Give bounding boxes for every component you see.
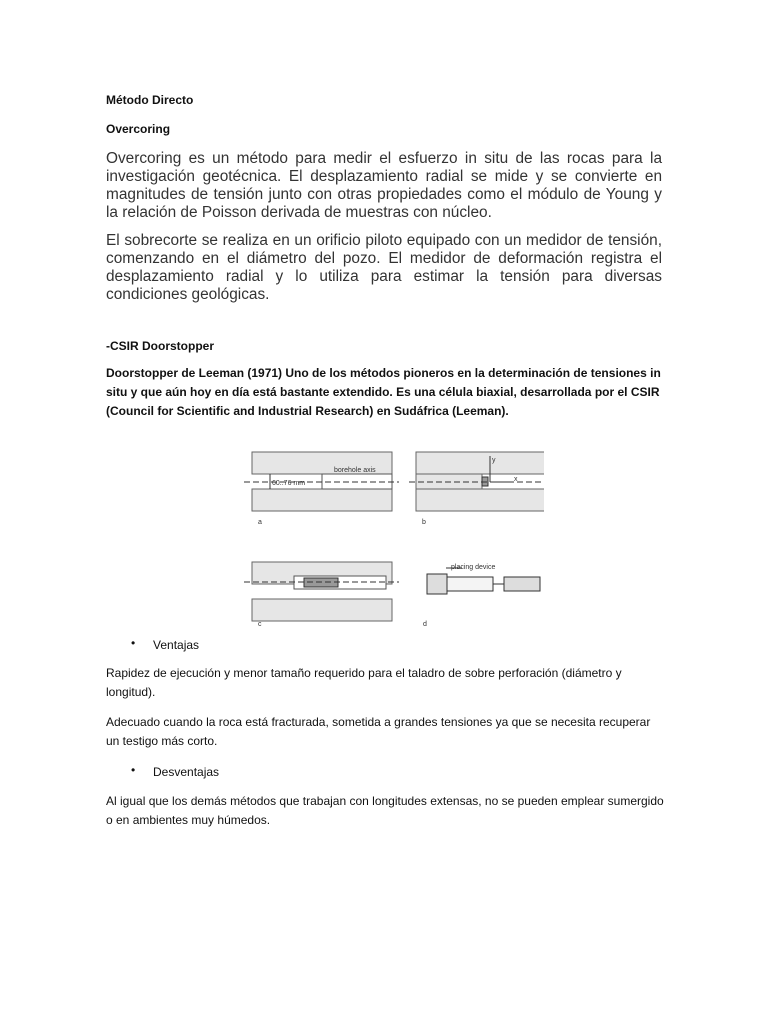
paragraph-al-igual: Al igual que los demás métodos que trabajan con longitudes extensas, no se pueden emplear sumergido o en ambientes muy húmedos. bbox=[106, 794, 664, 827]
figure-label-a: a bbox=[258, 519, 262, 526]
figure-y-label: y bbox=[492, 457, 496, 464]
bullet-desventajas: Desventajas bbox=[153, 765, 220, 779]
doorstopper-figure bbox=[234, 444, 544, 630]
figure-panel-c bbox=[244, 562, 399, 621]
doc-title: Método Directo bbox=[106, 93, 194, 107]
figure-borehole-axis-label: borehole axis bbox=[334, 467, 376, 474]
section-heading: -CSIR Doorstopper bbox=[106, 339, 214, 353]
figure-x-label: x bbox=[514, 476, 518, 483]
bullet-dot: • bbox=[131, 763, 136, 777]
doc-subtitle: Overcoring bbox=[106, 122, 171, 136]
figure-placing-device-label: placing device bbox=[451, 564, 496, 571]
paragraph-rapidez: Rapidez de ejecución y menor tamaño requerido para el taladro de sobre perforación (diámetro y longitud). bbox=[106, 666, 622, 699]
paragraph-sobrecorte: El sobrecorte se realiza en un orificio piloto equipado con un medidor de tensión, comenzando en el diámetro del pozo. El medidor de deformación registra el desplazamiento radial y lo utiliza para estimar la tensión para diversas condiciones geológicas. bbox=[106, 232, 662, 303]
paragraph-adecuado: Adecuado cuando la roca está fracturada, sometida a grandes tensiones ya que se necesita recuperar un testigo más corto. bbox=[106, 715, 651, 748]
figure-panel-d bbox=[427, 568, 540, 594]
figure-label-c: c bbox=[258, 621, 262, 628]
bullet-ventajas: Ventajas bbox=[153, 638, 200, 652]
figure-label-d: d bbox=[423, 621, 427, 628]
bullet-dot: • bbox=[131, 636, 136, 650]
figure-panel-b bbox=[409, 452, 544, 511]
figure-diameter-label: 60..76 mm bbox=[272, 480, 306, 487]
figure-panel-a bbox=[244, 452, 399, 511]
figure-label-b: b bbox=[422, 519, 426, 526]
paragraph-doorstopper: Doorstopper de Leeman (1971) Uno de los métodos pioneros en la determinación de tensiones in situ y que aún hoy en día está bastante extendido. Es una célula biaxial, desarrollada por el CSIR (Council for Scientific and Industrial Research) en Sudáfrica (Leeman). bbox=[106, 366, 661, 418]
paragraph-overcoring: Overcoring es un método para medir el esfuerzo in situ de las rocas para la investigación geotécnica. El desplazamiento radial se mide y se convierte en magnitudes de tensión junto con otras propiedades como el módulo de Young y la relación de Poisson derivada de muestras con núcleo. bbox=[106, 150, 662, 221]
